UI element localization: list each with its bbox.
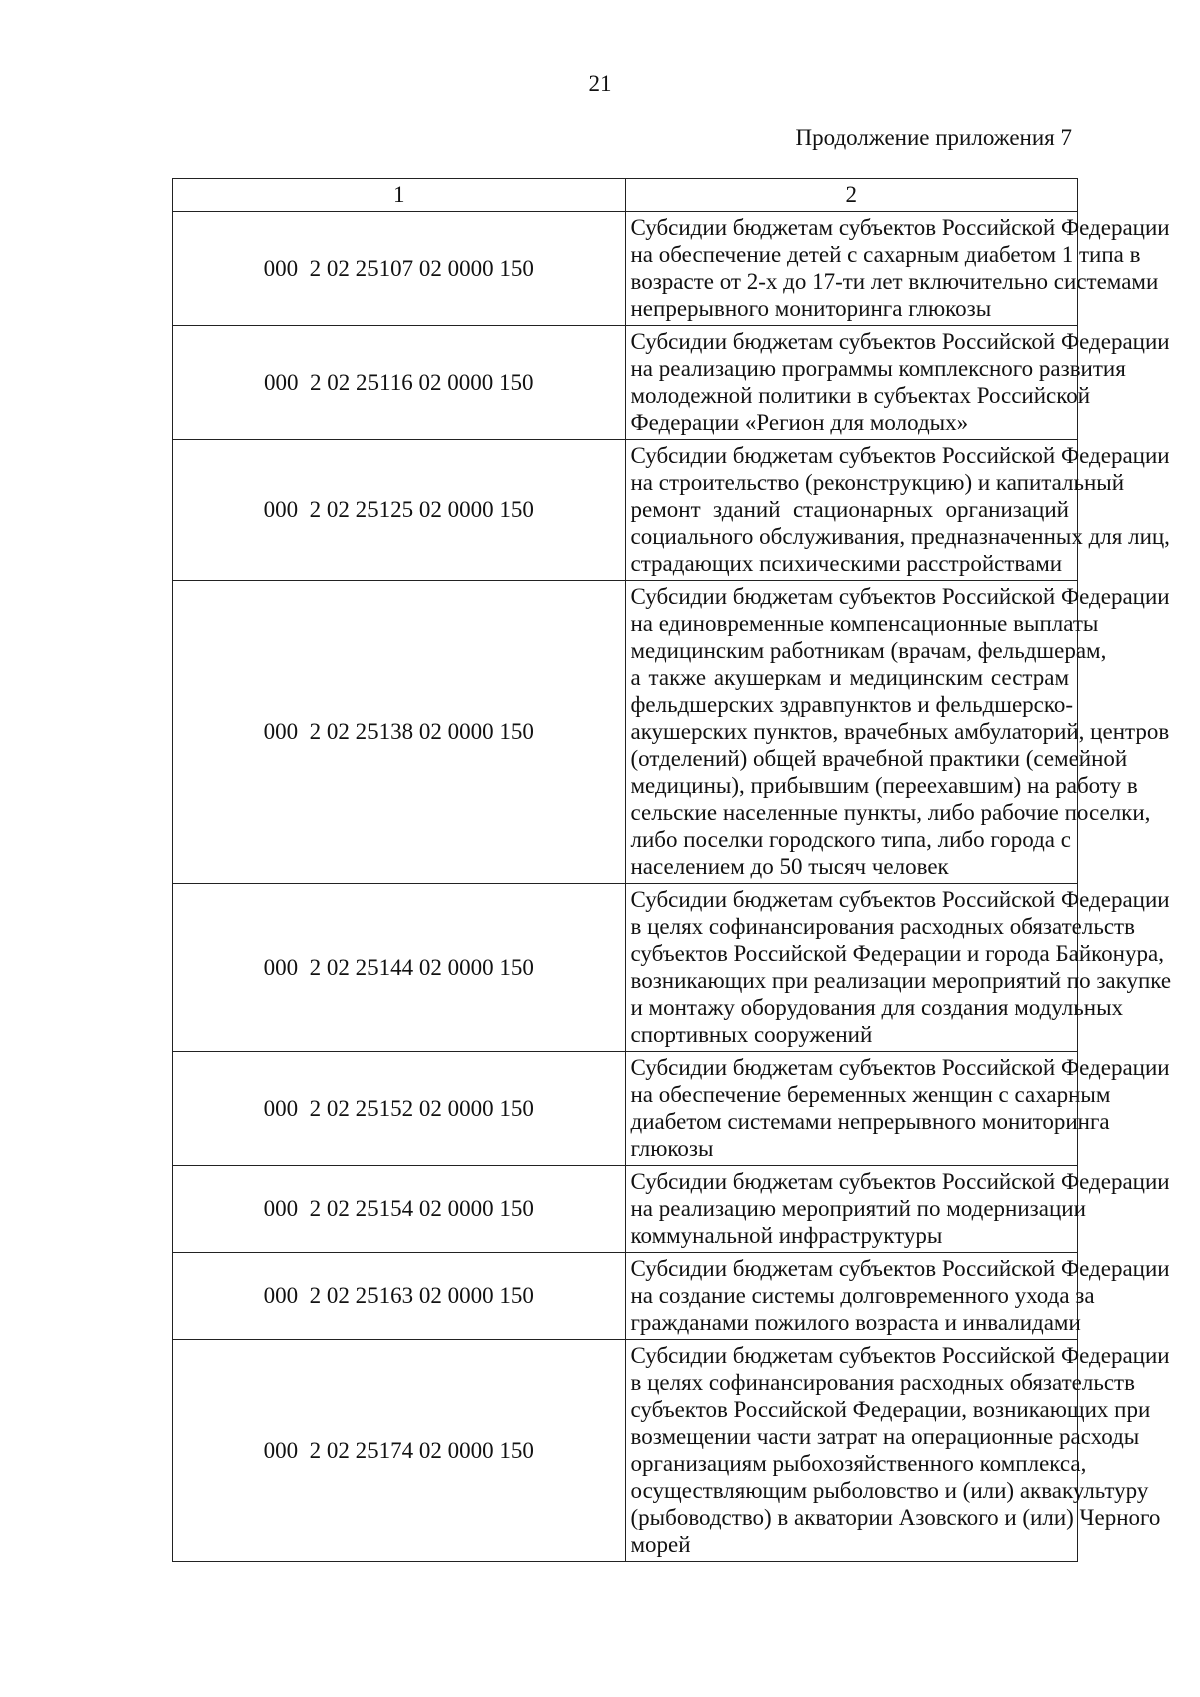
description-cell — [625, 884, 1172, 1052]
description-line: на обеспечение беременных женщин с сахарным — [630, 1082, 1111, 1107]
description-cell — [625, 1253, 1170, 1340]
budget-code-cell: 000 2 02 25163 02 0000 150 — [173, 1253, 626, 1340]
column-header-1: 1 — [173, 179, 626, 212]
description-line: а также акушеркам и медицинским сестрам — [630, 665, 1069, 690]
description-line: глюкозы — [630, 1136, 714, 1161]
table-row — [173, 884, 1078, 1052]
budget-code-cell: 000 2 02 25174 02 0000 150 — [173, 1340, 626, 1562]
description-cell — [625, 326, 1170, 440]
description-line: на строительство (реконструкцию) и капитальный — [630, 470, 1125, 495]
table-row — [173, 1253, 1078, 1340]
description-line: непрерывного мониторинга глюкозы — [630, 296, 992, 321]
description-line: (рыбоводство) в акватории Азовского и (или) Черного — [630, 1505, 1161, 1530]
description-line: акушерских пунктов, врачебных амбулаторий, центров — [630, 719, 1170, 744]
appendix-continuation-title: Продолжение приложения 7 — [795, 125, 1072, 150]
description-line: гражданами пожилого возраста и инвалидами — [630, 1310, 1081, 1335]
table-row — [173, 1052, 1078, 1166]
description-line: в целях софинансирования расходных обязательств — [630, 914, 1135, 939]
budget-codes-table — [172, 178, 1172, 1562]
description-line: на реализацию мероприятий по модернизации — [630, 1196, 1086, 1221]
description-line: субъектов Российской Федерации и города Байконура, — [630, 941, 1164, 966]
table-row — [173, 1166, 1078, 1253]
description-line: Субсидии бюджетам субъектов Российской Федерации — [630, 329, 1170, 354]
description-line: и монтажу оборудования для создания модульных — [630, 995, 1124, 1020]
description-cell — [625, 1052, 1170, 1166]
description-line: фельдшерских здравпунктов и фельдшерско- — [630, 692, 1074, 717]
budget-code-cell: 000 2 02 25144 02 0000 150 — [173, 884, 626, 1052]
table-header-row — [173, 179, 1078, 212]
budget-code-cell: 000 2 02 25154 02 0000 150 — [173, 1166, 626, 1253]
description-line: ремонт зданий стационарных организаций — [630, 497, 1069, 522]
description-line: Субсидии бюджетам субъектов Российской Федерации — [630, 443, 1170, 468]
description-line: организациям рыбохозяйственного комплекса, — [630, 1451, 1087, 1476]
budget-code-cell: 000 2 02 25107 02 0000 150 — [173, 212, 626, 326]
table-row — [173, 212, 1078, 326]
description-line: в целях софинансирования расходных обязательств — [630, 1370, 1135, 1395]
table-row — [173, 581, 1078, 884]
description-line: осуществляющим рыболовство и (или) аквакультуру — [630, 1478, 1149, 1503]
description-line: Субсидии бюджетам субъектов Российской Федерации — [630, 215, 1170, 240]
budget-code-cell: 000 2 02 25116 02 0000 150 — [173, 326, 626, 440]
description-line: возмещении части затрат на операционные расходы — [630, 1424, 1140, 1449]
description-line: (отделений) общей врачебной практики (семейной — [630, 746, 1128, 771]
description-line: Субсидии бюджетам субъектов Российской Федерации — [630, 1343, 1170, 1368]
description-line: медицины), прибывшим (переехавшим) на работу в — [630, 773, 1138, 798]
description-line: коммунальной инфраструктуры — [630, 1223, 943, 1248]
description-cell — [625, 581, 1170, 884]
description-line: Субсидии бюджетам субъектов Российской Федерации — [630, 584, 1170, 609]
budget-code-cell: 000 2 02 25125 02 0000 150 — [173, 440, 626, 581]
description-cell — [625, 1166, 1170, 1253]
description-line: морей — [630, 1532, 691, 1557]
table-row — [173, 326, 1078, 440]
budget-code-cell: 000 2 02 25138 02 0000 150 — [173, 581, 626, 884]
table-row — [173, 1340, 1078, 1562]
description-line: Федерации «Регион для молодых» — [630, 410, 969, 435]
description-line: субъектов Российской Федерации, возникающих при — [630, 1397, 1151, 1422]
budget-code-cell: 000 2 02 25152 02 0000 150 — [173, 1052, 626, 1166]
description-line: страдающих психическими расстройствами — [630, 551, 1063, 576]
description-line: либо поселки городского типа, либо города с — [630, 827, 1071, 852]
description-line: на обеспечение детей с сахарным диабетом 1 типа в — [630, 242, 1141, 267]
description-line: молодежной политики в субъектах Российской — [630, 383, 1091, 408]
description-cell — [625, 1340, 1170, 1562]
description-line: Субсидии бюджетам субъектов Российской Федерации — [630, 1256, 1170, 1281]
table-row — [173, 440, 1078, 581]
description-line: Субсидии бюджетам субъектов Российской Федерации — [630, 887, 1170, 912]
description-cell — [625, 440, 1170, 581]
description-cell — [625, 212, 1170, 326]
description-line: диабетом системами непрерывного мониторинга — [630, 1109, 1110, 1134]
description-line: на создание системы долговременного ухода за — [630, 1283, 1095, 1308]
description-line: Субсидии бюджетам субъектов Российской Федерации — [630, 1169, 1170, 1194]
description-line: на реализацию программы комплексного развития — [630, 356, 1126, 381]
description-line: социального обслуживания, предназначенных для лиц, — [630, 524, 1170, 549]
description-line: сельские населенные пункты, либо рабочие поселки, — [630, 800, 1151, 825]
description-line: возрасте от 2-х до 17-ти лет включительно системами — [630, 269, 1159, 294]
column-header-2: 2 — [625, 179, 1078, 212]
description-line: медицинским работникам (врачам, фельдшерам, — [630, 638, 1107, 663]
description-line: населением до 50 тысяч человек — [630, 854, 949, 879]
description-line: Субсидии бюджетам субъектов Российской Федерации — [630, 1055, 1170, 1080]
description-line: на единовременные компенсационные выплаты — [630, 611, 1099, 636]
description-line: возникающих при реализации мероприятий по закупке — [630, 968, 1172, 993]
page-number: 21 — [588, 71, 612, 96]
description-line: спортивных сооружений — [630, 1022, 873, 1047]
